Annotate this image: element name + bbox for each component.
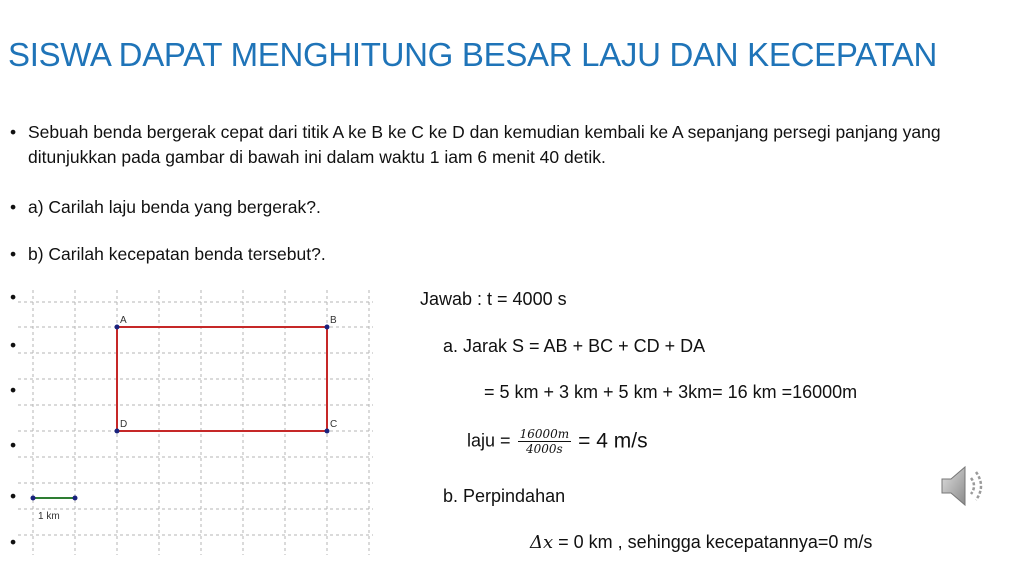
bullet-dot: •: [10, 435, 17, 455]
question-b-bullet: [10, 242, 326, 267]
bullet-dot: •: [10, 122, 17, 142]
answer-a-line: a. Jarak S = AB + BC + CD + DA: [443, 336, 706, 356]
bullet-dot: •: [10, 486, 17, 506]
laju-fraction: [518, 427, 572, 456]
laju-denominator: 4000s: [525, 442, 563, 456]
bullet-dot: •: [10, 380, 17, 400]
scale-start: [31, 496, 36, 501]
answer-laju: [467, 427, 648, 456]
problem-text: Sebuah benda bergerak cepat dari titik A ke B ke C ke D dan kemudian kembali ke A sepanjang persegi panjang yang ditunjukkan pada gambar di bawah ini dalam waktu 1 iam 6 menit 40 detik.: [28, 122, 941, 167]
answer-b-line: b. Perpindahan: [443, 486, 566, 506]
delta-x-symbol: Δx: [530, 532, 554, 553]
laju-prefix: laju =: [467, 430, 511, 451]
answer-a-calc: = 5 km + 3 km + 5 km + 3km= 16 km =16000m: [484, 382, 858, 402]
question-b-text: b) Carilah kecepatan benda tersebut?.: [28, 244, 326, 264]
laju-numerator: 16000m: [519, 427, 570, 441]
problem-bullet: [10, 120, 1018, 170]
bullet-dot: •: [10, 532, 17, 552]
scale-label: 1 km: [38, 511, 60, 522]
point-b: [325, 325, 330, 330]
point-c: [325, 429, 330, 434]
bullet-dot: •: [10, 335, 17, 355]
bullet-dot: •: [10, 244, 17, 264]
question-a-text: a) Carilah laju benda yang bergerak?.: [28, 197, 321, 217]
scale-end: [73, 496, 78, 501]
rectangle-figure: [18, 290, 378, 560]
bullet-dot: •: [10, 197, 17, 217]
label-d: D: [120, 419, 128, 430]
answer-b-result: [530, 532, 872, 553]
slide-title: SISWA DAPAT MENGHITUNG BESAR LAJU DAN KECEPATAN: [8, 36, 938, 73]
point-d: [115, 429, 120, 434]
question-a-bullet: [10, 195, 321, 220]
label-b: B: [330, 315, 337, 326]
bullet-dot: •: [10, 287, 17, 307]
answer-header: Jawab : t = 4000 s: [420, 289, 567, 309]
label-c: C: [330, 419, 338, 430]
b-result-text: = 0 km , sehingga kecepatannya=0 m/s: [553, 532, 873, 552]
label-a: A: [120, 315, 127, 326]
grid-lines: [18, 290, 373, 555]
speaker-icon[interactable]: [938, 462, 992, 510]
laju-result: = 4 m/s: [578, 429, 648, 453]
point-a: [115, 325, 120, 330]
